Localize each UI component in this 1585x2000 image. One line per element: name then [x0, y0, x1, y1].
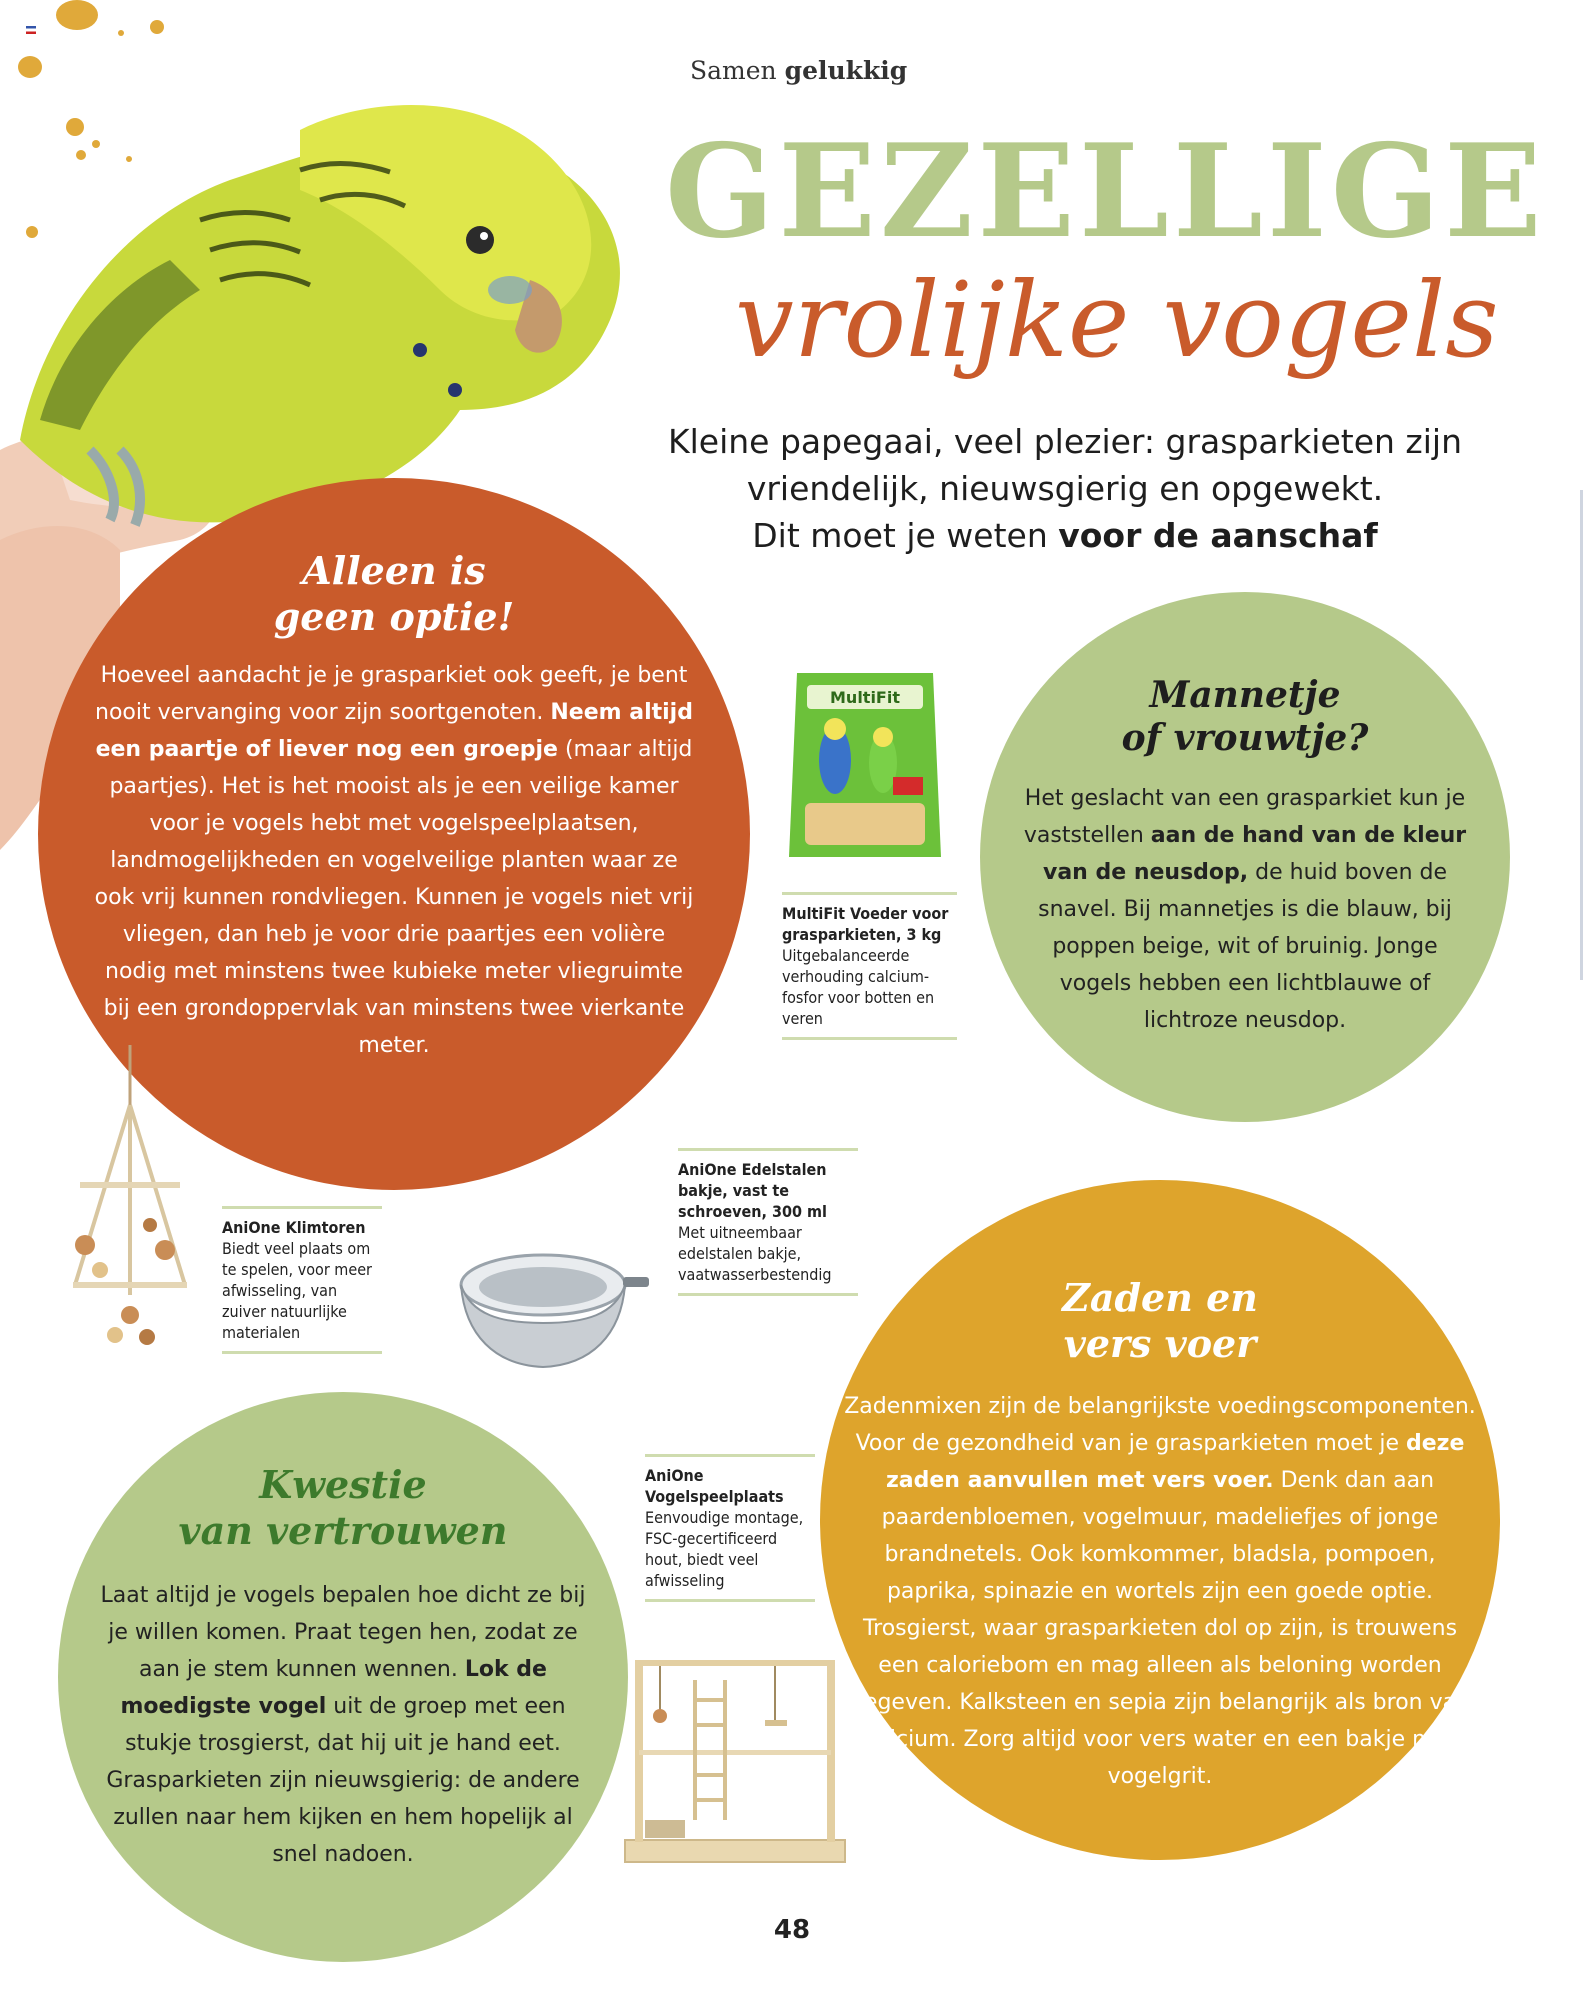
gender-text-bold: aan de hand van de kleur van de neusdop,: [1042, 823, 1467, 886]
page-edge-divider: [1580, 490, 1583, 980]
intro-line: vriendelijk, nieuwsgierig en opgewekt.: [746, 469, 1384, 508]
playground-caption-desc: Eenvoudige montage, FSC-gecertificeerd hout, biedt veel afwisseling: [645, 1508, 804, 1590]
section-label-prefix: Samen: [690, 56, 777, 85]
caption-divider: [222, 1351, 382, 1354]
caption-divider: [645, 1454, 815, 1457]
alone-text-bold: Neem altijd een paartje of liever nog een groepje: [95, 700, 693, 763]
alone-text-part: Hoeveel aandacht je je grasparkiet ook geeft, je bent nooit vervanging voor zijn soortgenoten.: [95, 663, 688, 726]
intro-line3-bold: voor de aanschaf: [1058, 516, 1378, 555]
food-heading-line2: vers voer: [1063, 1320, 1257, 1366]
feed-caption-title: MultiFit Voeder voor grasparkieten, 3 kg: [782, 904, 949, 944]
caption-divider: [782, 1037, 957, 1040]
gender-text-part: de huid boven de snavel. Bij mannetjes is die blauw, bij poppen beige, wit of bruinig. Jonge vogels hebben een lichtblauwe of lichtroze neusdop.: [1038, 860, 1452, 1034]
gender-text-part: Het geslacht van een grasparkiet kun je vaststellen: [1023, 786, 1466, 849]
section-label-bold: gelukkig: [784, 56, 908, 85]
paint-dot: [56, 0, 98, 30]
alone-heading-line1: Alleen is: [302, 548, 486, 593]
tower-caption-desc: Biedt veel plaats om te spelen, voor meer afwisseling, van zuiver natuurlijke materialen: [222, 1239, 372, 1342]
feed-bag-label: MultiFit: [830, 688, 900, 707]
food-heading-line1: Zaden en: [1062, 1275, 1258, 1320]
alone-text: [94, 657, 694, 1064]
caption-divider: [678, 1293, 858, 1296]
page-number: 48: [773, 1915, 811, 1945]
intro-line: Kleine papegaai, veel plezier: grasparkieten zijn: [667, 422, 1462, 461]
food-text-part: Denk dan aan paardenbloemen, vogelmuur, madeliefjes of jonge brandnetels. Ook komkommer, bladsla, pompoen, paprika, spinazie en wortels zijn een goede optie. Trosgierst, waar grasparkieten dol op zijn, is trouwens een caloriebom en mag alleen als beloning worden gegeven. Kalksteen en sepia zijn belangrijk als bron van calcium. Zorg altijd voor vers water en een bakje met vogelgrit.: [849, 1468, 1471, 1790]
bowl-caption: [678, 1140, 858, 1304]
caption-divider: [222, 1206, 382, 1209]
gender-heading-line2: of vrouwtje?: [1121, 717, 1369, 760]
intro-line: [650, 512, 1480, 559]
gender-text: [1020, 780, 1470, 1039]
tower-caption-title: AniOne Klimtoren: [222, 1218, 366, 1237]
bird-playground-image: [615, 1640, 855, 1880]
food-text-bold: deze zaden aanvullen met vers voer.: [885, 1431, 1465, 1494]
bowl-caption-title: AniOne Edelstalen bakje, vast te schroeven, 300 ml: [678, 1160, 827, 1221]
intro-text: [650, 418, 1480, 559]
paint-dot: [18, 56, 42, 78]
paint-dot: [150, 20, 164, 34]
caption-divider: [645, 1599, 815, 1602]
trust-text-part: Laat altijd je vogels bepalen hoe dicht ze bij je willen komen. Praat tegen hen, zodat ze aan je stem kunnen wennen.: [100, 1583, 586, 1683]
food-text: [842, 1388, 1478, 1795]
trust-heading-line1: Kwestie: [259, 1462, 427, 1507]
trust-text-bold: Lok de moedigste vogel: [120, 1657, 547, 1720]
paint-dot: [118, 30, 124, 36]
food-heading: [842, 1275, 1478, 1366]
tower-caption: [222, 1198, 382, 1362]
trust-text-part: uit de groep met een stukje trosgierst, dat hij uit je hand eet. Grasparkieten zijn nieuwsgierig: de andere zullen naar hem kijken en hem hopelijk al snel nadoen.: [106, 1694, 580, 1868]
trust-heading: [98, 1462, 588, 1553]
trust-circle: [58, 1392, 628, 1962]
alone-heading-line2: geen optie!: [273, 593, 515, 639]
feed-caption: [782, 884, 957, 1048]
caption-divider: [782, 892, 957, 895]
gender-heading: [1020, 674, 1470, 760]
playground-caption-title: AniOne Vogelspeelplaats: [645, 1466, 784, 1506]
title-main: GEZELLIGE: [665, 117, 1546, 267]
feed-bag-image: [785, 665, 945, 865]
gender-circle: [980, 592, 1510, 1122]
alone-text-part: (maar altijd paartjes). Het is het mooist als je een veilige kamer voor je vogels hebt met vogelspeelplaatsen, landmogelijkheden en vogelveilige planten waar ze ook vrij kunnen rondvliegen. Kunnen je vogels niet vrij vliegen, dan heb je voor drie paartjes een volière nodig met minstens twee kubieke meter vliegruimte bij een grondoppervlak van minstens twee vierkante meter.: [94, 737, 694, 1059]
section-label: [690, 56, 907, 85]
title-script: vrolijke vogels: [735, 259, 1499, 381]
climbing-tower-image: [55, 1045, 205, 1355]
playground-caption: [645, 1446, 815, 1610]
trust-heading-line2: van vertrouwen: [178, 1507, 508, 1553]
food-circle: [820, 1180, 1500, 1860]
alone-heading: [94, 548, 694, 639]
feed-caption-desc: Uitgebalanceerde verhouding calcium-fosfor voor botten en veren: [782, 946, 935, 1028]
trust-text: [98, 1577, 588, 1873]
food-text-part: Zadenmixen zijn de belangrijkste voedingscomponenten. Voor de gezondheid van je grasparkieten moet je: [844, 1394, 1476, 1457]
steel-bowl-image: [455, 1245, 655, 1375]
flag-icon: [26, 26, 36, 34]
intro-line3-prefix: Dit moet je weten: [752, 516, 1059, 555]
caption-divider: [678, 1148, 858, 1151]
bowl-caption-desc: Met uitneembaar edelstalen bakje, vaatwasserbestendig: [678, 1223, 832, 1284]
gender-heading-line1: Mannetje: [1149, 674, 1341, 716]
